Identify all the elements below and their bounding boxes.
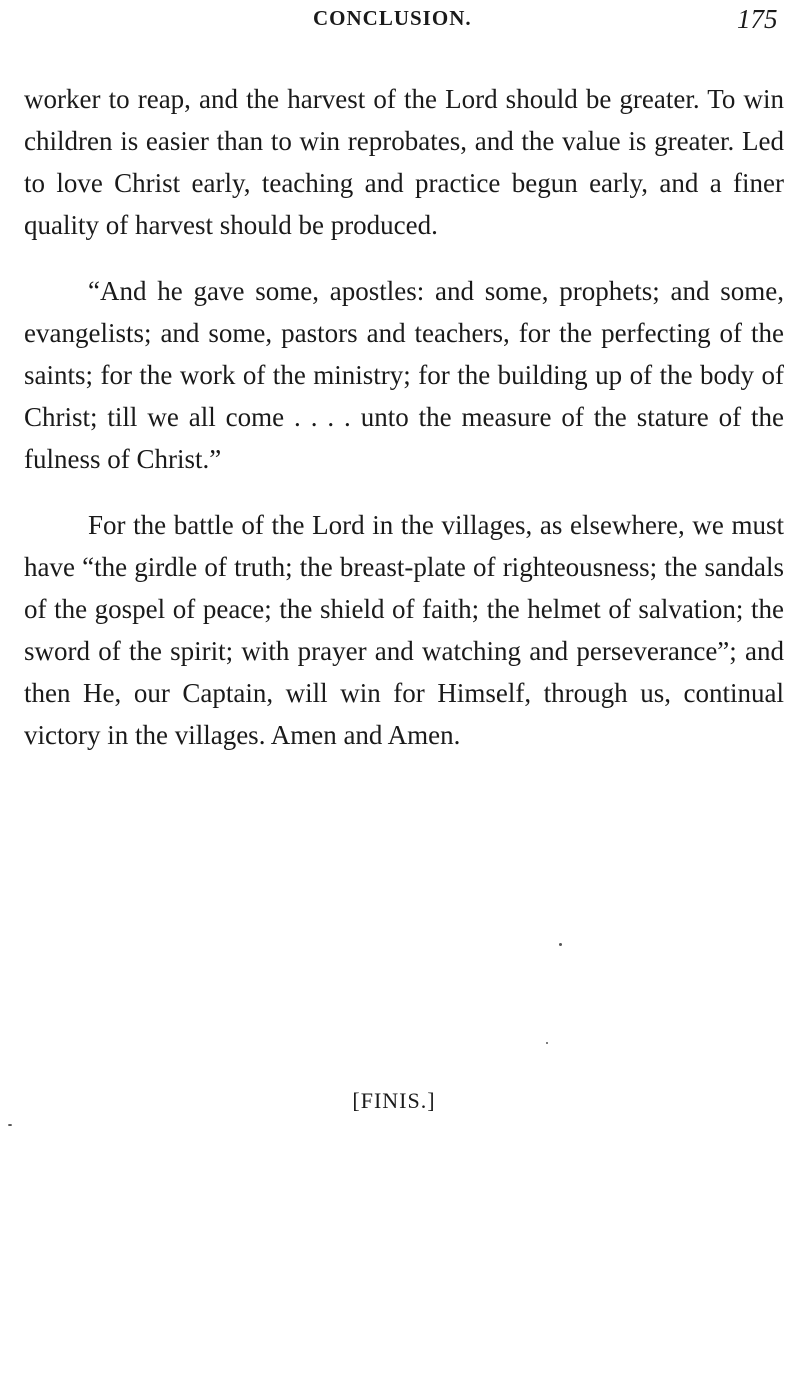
running-head	[0, 4, 800, 38]
running-title: CONCLUSION.	[313, 6, 472, 30]
finis-mark: [FINIS.]	[352, 1088, 436, 1113]
paragraph-closing: For the battle of the Lord in the villages, as elsewhere, we must have “the girdle of truth; the breast-plate of righteousness; the sandals of the gospel of peace; the shield of faith; the helmet of salvation; the sword of the spirit; with prayer and watching and perseverance”; and then He, our Captain, will win for Himself, through us, continual victory in the villages. Amen and Amen.	[24, 510, 784, 750]
print-speck	[559, 943, 562, 946]
paragraph-scripture-quote: “And he gave some, apostles: and some, prophets; and some, evangelists; and some, pastors and teachers, for the perfecting of the saints; for the work of the ministry; for the building up of the body of Christ; till we all come . . . . unto the measure of the stature of the fulness of Christ.”	[24, 276, 784, 474]
print-speck	[546, 1042, 548, 1044]
print-speck	[8, 1124, 12, 1126]
body-text	[24, 78, 784, 756]
paragraph-continuation: worker to reap, and the harvest of the Lord should be greater. To win children is easier than to win reprobates, and the value is greater. Led to love Christ early, teaching and practice begun early, and a finer quality of harvest should be produced.	[24, 84, 784, 240]
page-number: 175	[737, 4, 778, 34]
